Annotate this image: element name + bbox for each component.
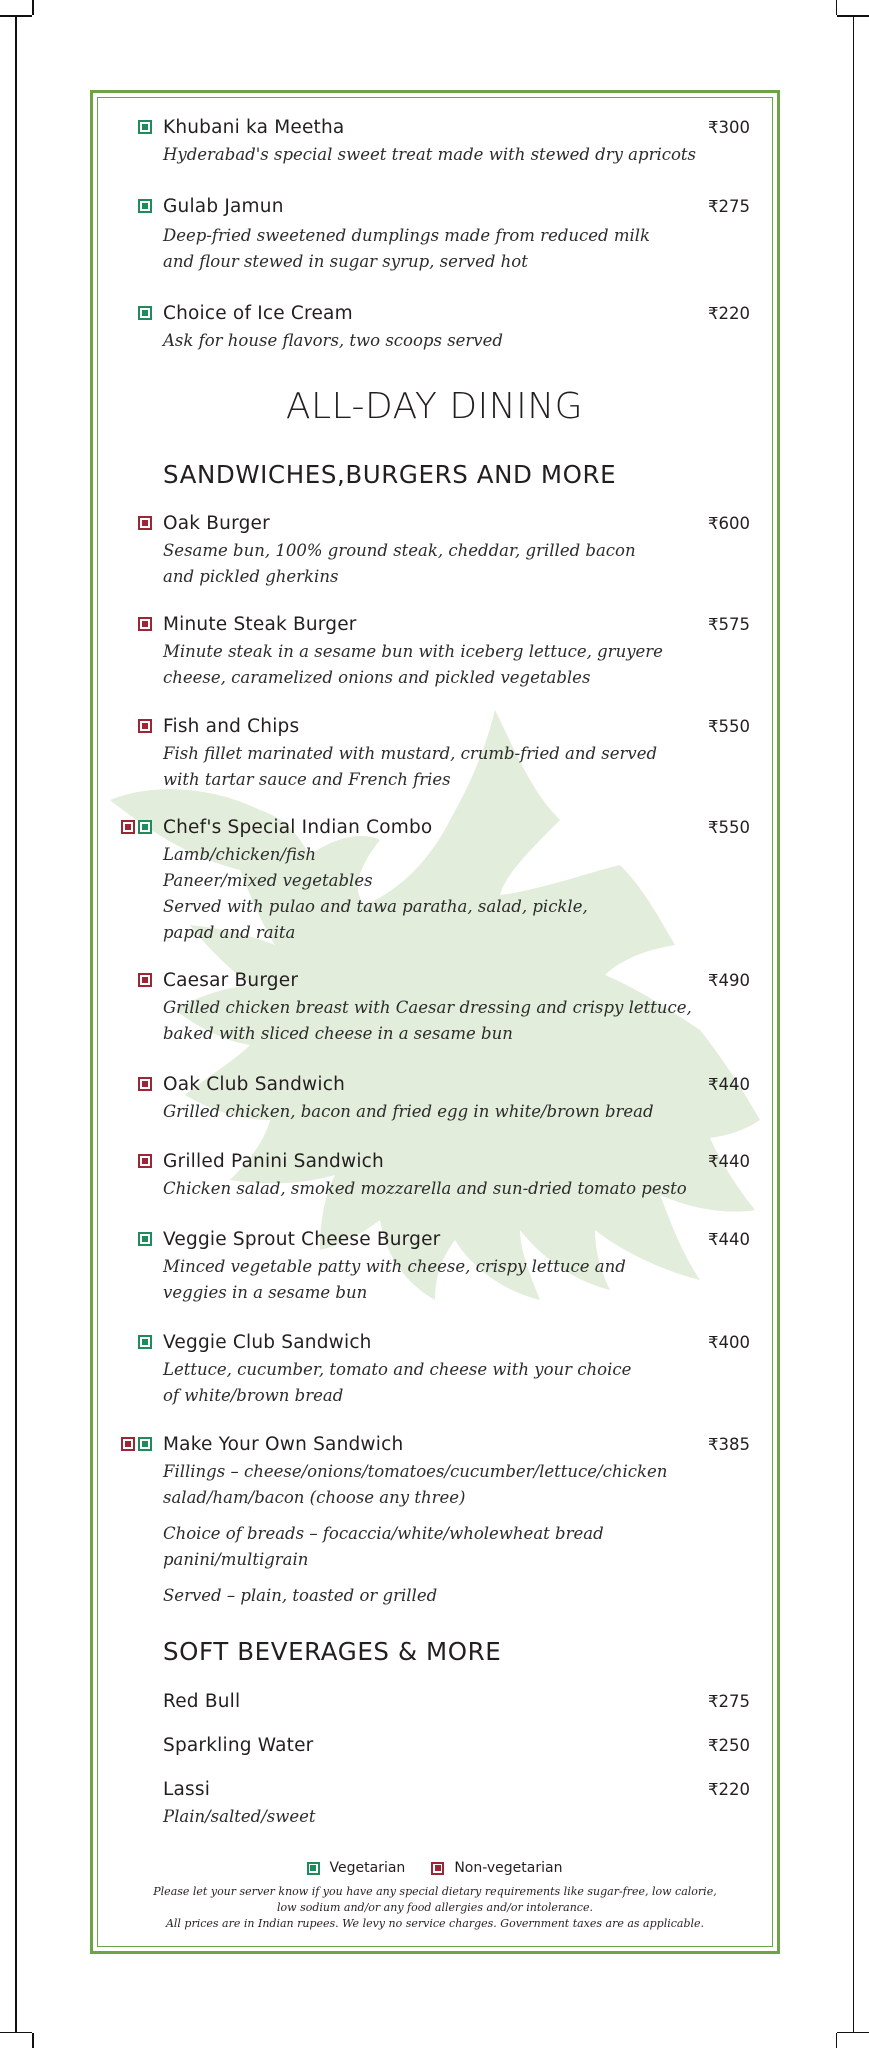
item-description: Grilled chicken breast with Caesar dressing and crispy lettuce, <box>163 998 692 1017</box>
item-description: Chicken salad, smoked mozzarella and sun-dried tomato pesto <box>163 1179 687 1198</box>
veg-mark-icon <box>307 1862 320 1875</box>
item-name: Gulab Jamun <box>163 196 284 217</box>
menu-item-veggie-sprout-cheese-burger <box>138 1228 754 1306</box>
menu-item-chefs-special-indian-combo <box>138 816 754 946</box>
menu-item-minute-steak-burger <box>138 613 754 691</box>
item-price: ₹275 <box>708 197 750 216</box>
menu-item-oak-burger <box>138 512 754 590</box>
item-description: salad/ham/bacon (choose any three) <box>163 1488 466 1507</box>
item-description: papad and raita <box>163 923 296 942</box>
menu-item-sparkling-water <box>138 1734 754 1760</box>
menu-item-lassi <box>138 1778 754 1830</box>
legend-veg <box>307 1860 406 1876</box>
item-description: panini/multigrain <box>163 1550 309 1569</box>
item-description: Minced vegetable patty with cheese, crispy lettuce and <box>163 1257 626 1276</box>
item-description: with tartar sauce and French fries <box>163 770 451 789</box>
nonveg-mark-icon <box>138 1154 152 1168</box>
item-name: Sparkling Water <box>163 1735 314 1756</box>
menu-item-grilled-panini-sandwich <box>138 1150 754 1202</box>
item-name: Oak Club Sandwich <box>163 1074 346 1095</box>
item-description: Choice of breads – focaccia/white/wholewheat bread <box>163 1524 604 1543</box>
item-price: ₹550 <box>708 717 750 736</box>
item-description: Served with pulao and tawa paratha, salad, pickle, <box>163 897 588 916</box>
item-name: Red Bull <box>163 1691 241 1712</box>
item-price: ₹600 <box>708 514 750 533</box>
footer-notes <box>140 1884 730 1932</box>
section-heading-sandwiches: SANDWICHES,BURGERS AND MORE <box>163 460 617 489</box>
veg-mark-icon <box>138 120 152 134</box>
nonveg-mark-icon <box>138 1077 152 1091</box>
item-description: Ask for house flavors, two scoops served <box>163 331 503 350</box>
menu-item-khubani-ka-meetha <box>138 116 754 168</box>
item-price: ₹400 <box>708 1333 750 1352</box>
section-title-all-day-dining: ALL-DAY DINING <box>285 386 584 427</box>
item-price: ₹440 <box>708 1152 750 1171</box>
veg-mark-icon <box>138 1232 152 1246</box>
item-description: and pickled gherkins <box>163 567 339 586</box>
item-description: Grilled chicken, bacon and fried egg in white/brown bread <box>163 1102 654 1121</box>
item-name: Veggie Sprout Cheese Burger <box>163 1229 441 1250</box>
veg-mark-icon <box>138 820 152 834</box>
veg-mark-icon <box>138 1437 152 1451</box>
item-description: Lettuce, cucumber, tomato and cheese with your choice <box>163 1360 632 1379</box>
menu-item-veggie-club-sandwich <box>138 1331 754 1409</box>
menu-item-fish-and-chips <box>138 715 754 793</box>
item-description: of white/brown bread <box>163 1386 344 1405</box>
legend-nonveg <box>431 1860 562 1876</box>
item-description: Minute steak in a sesame bun with iceberg lettuce, gruyere <box>163 642 663 661</box>
legend-nonveg-label: Non-vegetarian <box>454 1860 563 1876</box>
veg-mark-icon <box>138 199 152 213</box>
item-name: Grilled Panini Sandwich <box>163 1151 384 1172</box>
item-name: Caesar Burger <box>163 970 299 991</box>
item-price: ₹385 <box>708 1435 750 1454</box>
item-name: Choice of Ice Cream <box>163 303 353 324</box>
section-heading-beverages: SOFT BEVERAGES & MORE <box>163 1637 502 1666</box>
item-description: Plain/salted/sweet <box>163 1807 316 1826</box>
item-name: Fish and Chips <box>163 716 300 737</box>
item-price: ₹550 <box>708 818 750 837</box>
item-name: Veggie Club Sandwich <box>163 1332 372 1353</box>
nonveg-mark-icon <box>138 516 152 530</box>
item-description: Paneer/mixed vegetables <box>163 871 373 890</box>
item-description: Hyderabad's special sweet treat made with stewed dry apricots <box>163 145 697 164</box>
nonveg-mark-icon <box>138 973 152 987</box>
nonveg-mark-icon <box>138 719 152 733</box>
item-description: Sesame bun, 100% ground steak, cheddar, grilled bacon <box>163 541 636 560</box>
item-name: Lassi <box>163 1779 211 1800</box>
note-line: Please let your server know if you have any special dietary requirements like sugar-free, low calorie, <box>153 1885 717 1898</box>
note-line: low sodium and/or any food allergies and/or intolerance. <box>277 1901 593 1914</box>
item-name: Oak Burger <box>163 513 270 534</box>
item-description: Fillings – cheese/onions/tomatoes/cucumber/lettuce/chicken <box>163 1462 668 1481</box>
nonveg-mark-icon <box>121 820 135 834</box>
menu-item-gulab-jamun <box>138 195 754 275</box>
crop-mark <box>836 0 838 15</box>
menu-item-make-your-own-sandwich <box>138 1433 754 1609</box>
menu-item-red-bull <box>138 1690 754 1716</box>
item-description: veggies in a sesame bun <box>163 1283 368 1302</box>
legend-veg-label: Vegetarian <box>329 1860 406 1876</box>
item-description: baked with sliced cheese in a sesame bun <box>163 1024 513 1043</box>
nonveg-mark-icon <box>138 617 152 631</box>
item-price: ₹575 <box>708 615 750 634</box>
item-price: ₹220 <box>708 1780 750 1799</box>
menu-item-oak-club-sandwich <box>138 1073 754 1125</box>
item-description: Fish fillet marinated with mustard, crumb-fried and served <box>163 744 658 763</box>
item-name: Minute Steak Burger <box>163 614 357 635</box>
item-price: ₹440 <box>708 1230 750 1249</box>
item-price: ₹250 <box>708 1736 750 1755</box>
veg-mark-icon <box>138 1335 152 1349</box>
item-price: ₹300 <box>708 118 750 137</box>
item-price: ₹490 <box>708 971 750 990</box>
menu-item-choice-of-ice-cream <box>138 302 754 354</box>
page-edge <box>853 15 855 2033</box>
item-price: ₹440 <box>708 1075 750 1094</box>
veg-mark-icon <box>138 306 152 320</box>
item-description: and flour stewed in sugar syrup, served hot <box>163 252 528 271</box>
note-line: All prices are in Indian rupees. We levy no service charges. Government taxes are as applicable. <box>165 1917 705 1930</box>
item-description: cheese, caramelized onions and pickled vegetables <box>163 668 591 687</box>
item-description: Lamb/chicken/fish <box>163 845 316 864</box>
item-description: Deep-fried sweetened dumplings made from reduced milk <box>163 226 651 245</box>
item-name: Chef's Special Indian Combo <box>163 817 433 838</box>
crop-mark <box>32 0 34 15</box>
nonveg-mark-icon <box>121 1437 135 1451</box>
item-name: Khubani ka Meetha <box>163 117 345 138</box>
item-name: Make Your Own Sandwich <box>163 1434 404 1455</box>
crop-mark <box>836 2033 838 2048</box>
crop-mark <box>32 2033 34 2048</box>
page-edge <box>15 15 17 2033</box>
diet-legend <box>0 1860 869 1876</box>
item-price: ₹220 <box>708 304 750 323</box>
item-description: Served – plain, toasted or grilled <box>163 1586 438 1605</box>
nonveg-mark-icon <box>431 1862 444 1875</box>
menu-item-caesar-burger <box>138 969 754 1047</box>
item-price: ₹275 <box>708 1692 750 1711</box>
